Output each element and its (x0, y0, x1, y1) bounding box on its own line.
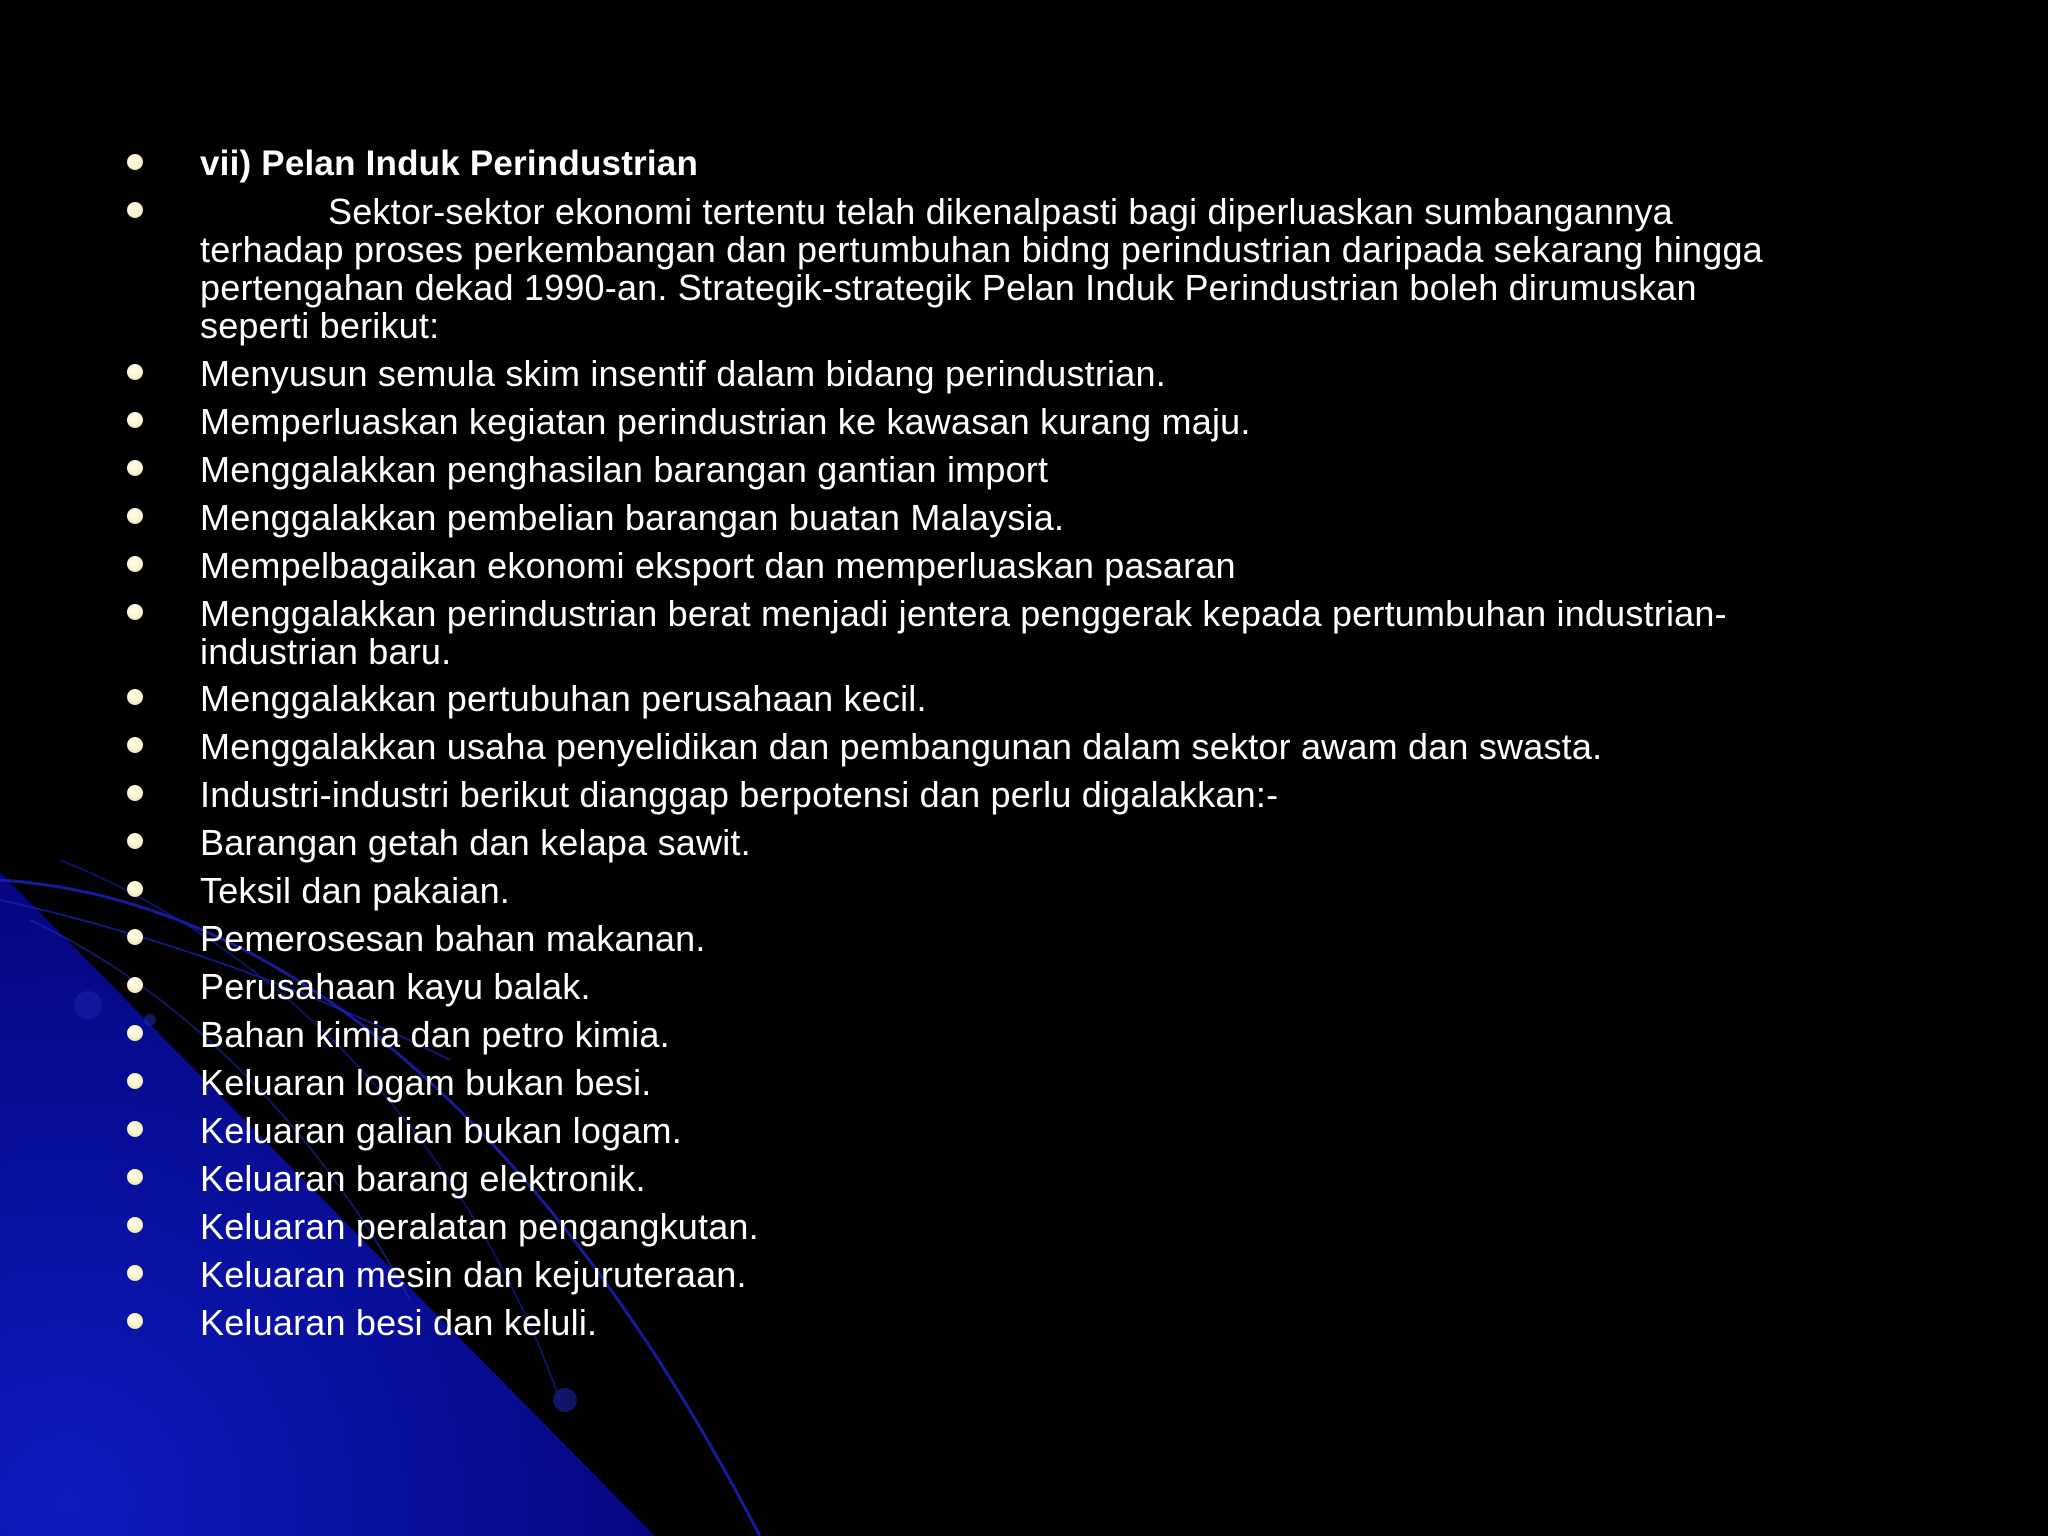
industry-text: Barangan getah dan kelapa sawit. (200, 822, 751, 863)
strategy-text: Menggalakkan pertubuhan perusahaan kecil. (200, 678, 927, 719)
bullet-icon (127, 833, 143, 849)
strategy-text: Menggalakkan pembelian barangan buatan Malaysia. (200, 497, 1065, 538)
bullet-icon (127, 460, 143, 476)
bullet-icon (127, 737, 143, 753)
strategy-text: Menggalakkan penghasilan barangan gantian import (200, 449, 1049, 490)
strategy-text: Menggalakkan usaha penyelidikan dan pembangunan dalam sektor awam dan swasta. (200, 726, 1603, 767)
slide-heading: vii) Pelan Induk Perindustrian (200, 144, 699, 183)
bullet-icon (127, 604, 143, 620)
strategy-text: Industri-industri berikut dianggap berpotensi dan perlu digalakkan:- (200, 774, 1279, 815)
bullet-icon (127, 556, 143, 572)
industry-text: Perusahaan kayu balak. (200, 966, 591, 1007)
industry-text: Keluaran besi dan keluli. (200, 1302, 598, 1343)
bullet-icon (127, 202, 143, 218)
intro-line: terhadap proses perkembangan dan pertumbuhan bidng perindustrian daripada sekarang hingga (200, 229, 1763, 270)
bullet-icon (127, 977, 143, 993)
bullet-icon (127, 1121, 143, 1137)
bullet-icon (127, 1025, 143, 1041)
bullet-icon (127, 1073, 143, 1089)
bullet-icon (127, 1313, 143, 1329)
industry-text: Keluaran peralatan pengangkutan. (200, 1206, 759, 1247)
intro-line: seperti berikut: (200, 305, 440, 346)
heavy-industry-text (200, 595, 1960, 671)
intro-line: Sektor-sektor ekonomi tertentu telah dikenalpasti bagi diperluaskan sumbangannya (328, 191, 1673, 232)
bullet-icon (127, 1169, 143, 1185)
bullet-icon (127, 154, 143, 170)
bullet-icon (127, 1265, 143, 1281)
heavy-industry-line: industrian baru. (200, 631, 452, 672)
heavy-industry-line: Menggalakkan perindustrian berat menjadi jentera penggerak kepada pertumbuhan industrian- (200, 593, 1727, 634)
bullet-icon (127, 508, 143, 524)
bullet-icon (127, 689, 143, 705)
industry-text: Bahan kimia dan petro kimia. (200, 1014, 670, 1055)
industry-text: Keluaran galian bukan logam. (200, 1110, 682, 1151)
industry-text: Keluaran logam bukan besi. (200, 1062, 652, 1103)
strategy-text: Memperluaskan kegiatan perindustrian ke kawasan kurang maju. (200, 401, 1251, 442)
intro-paragraph (200, 193, 1960, 345)
industry-text: Pemerosesan bahan makanan. (200, 918, 706, 959)
bullet-icon (127, 412, 143, 428)
industry-text: Keluaran mesin dan kejuruteraan. (200, 1254, 747, 1295)
intro-line: pertengahan dekad 1990-an. Strategik-strategik Pelan Induk Perindustrian boleh dirumuskan (200, 267, 1697, 308)
bullet-icon (127, 929, 143, 945)
bullet-icon (127, 785, 143, 801)
bullet-icon (127, 1217, 143, 1233)
industry-text: Keluaran barang elektronik. (200, 1158, 646, 1199)
bullet-icon (127, 881, 143, 897)
industry-text: Teksil dan pakaian. (200, 870, 510, 911)
strategy-text: Menyusun semula skim insentif dalam bidang perindustrian. (200, 353, 1166, 394)
bullet-icon (127, 364, 143, 380)
strategy-text: Mempelbagaikan ekonomi eksport dan memperluaskan pasaran (200, 545, 1236, 586)
